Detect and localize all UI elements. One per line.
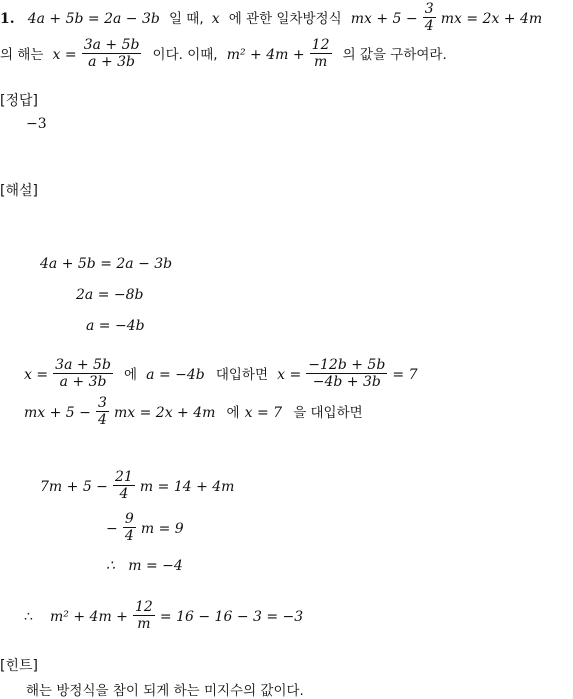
problem-condition: 4a + 5b = 2a − 3b <box>27 10 160 27</box>
answer-label: [정답] <box>0 93 38 109</box>
fraction: $\frac{3a + 5b}{a + 3b}$ <box>83 37 140 71</box>
problem-text: 의 해는 <box>0 46 44 63</box>
solution-label: [해설] <box>0 183 38 199</box>
problem-number: 1. <box>0 10 15 27</box>
fraction: $\frac{3}{4}$ <box>97 395 107 429</box>
equation-left: mx + 5 − <box>350 10 418 27</box>
answer-value: −3 <box>26 116 47 132</box>
solution-step-6: ∴ m = −4 <box>106 558 183 574</box>
fraction: $\frac{12}{m}$ <box>311 37 330 71</box>
solution-final: ∴ m² + 4m + $\frac{12}{m}$ = 16 − 16 − 3 = −3 <box>24 599 304 633</box>
solution-step-2: 2a = −8b <box>76 287 144 303</box>
fraction: $\frac{21}{4}$ <box>115 469 133 503</box>
target-expression: m² + 4m + <box>226 46 305 63</box>
problem-text: 이다. 이때, <box>152 46 218 63</box>
hint-label: [힌트] <box>0 658 38 674</box>
fraction: $\frac{12}{m}$ <box>135 599 153 633</box>
fraction: $\frac{3a + 5b}{a + 3b}$ <box>55 357 111 391</box>
problem-text: 일 때, <box>168 10 204 27</box>
fraction: $\frac{9}{4}$ <box>124 511 134 545</box>
problem-text: 에 관한 일차방정식 <box>228 10 342 27</box>
solution-x: x = <box>52 46 77 63</box>
problem-text: 의 값을 구하여라. <box>342 46 447 63</box>
problem-line-2 <box>0 38 447 70</box>
fraction: $\frac{-12b + 5b}{-4b + 3b}$ <box>308 357 386 391</box>
hint-text: 해는 방정식을 참이 되게 하는 미지수의 값이다. <box>26 683 304 699</box>
fraction: $\frac{3}{4}$ <box>424 1 434 35</box>
solution-step-3: a = −4b <box>86 318 145 334</box>
solution-substitution: x = $\frac{3a + 5b}{a + 3b}$ 에 a = −4b 대입하면 x = $\frac{-12b + 5b}{-4b + 3b}$ = 7 <box>24 357 418 391</box>
problem-line-1 <box>0 2 542 34</box>
solution-step-5: − $\frac{9}{4}$ m = 9 <box>106 511 184 545</box>
solution-step-1: 4a + 5b = 2a − 3b <box>40 256 173 272</box>
problem-variable: x <box>211 10 220 27</box>
equation-right: mx = 2x + 4m <box>440 10 543 27</box>
solution-substitute-x: mx + 5 − $\frac{3}{4}$ mx = 2x + 4m 에 x = 7 을 대입하면 <box>24 395 363 429</box>
solution-step-4: 7m + 5 − $\frac{21}{4}$ m = 14 + 4m <box>40 469 235 503</box>
